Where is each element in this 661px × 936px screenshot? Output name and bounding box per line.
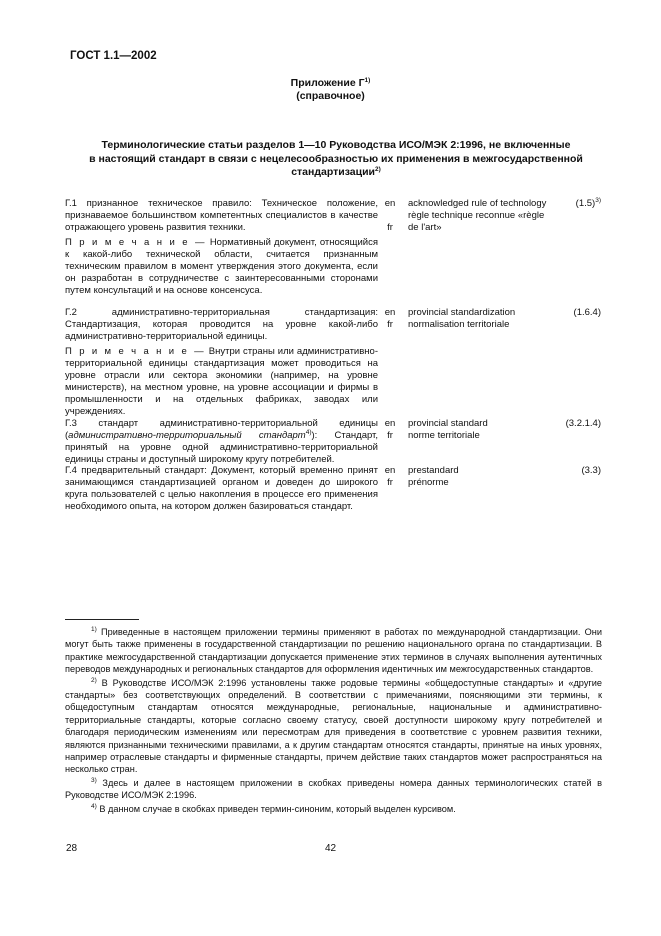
title-line: Терминологические статьи разделов 1—10 Руководства ИСО/МЭК 2:1996, не включенные <box>101 139 571 151</box>
footnote-1: $^{1)}$ Приведенные в настоящем приложении термины применяют в работах по международной стандартизации. Они могут быть также применены в государственной стандартизации по решению национального органа по стандартизации. В практике межгосударственной стандартизации допускается применение этих терминов в случаях выполнения аутентичных переводов международных и региональных стандартов для оформления идентичных им межгосударственных стандартов. <box>65 626 602 675</box>
english-equivalent: provincial standardization <box>408 307 516 318</box>
page-number-center: 42 <box>324 843 337 854</box>
document-title <box>70 139 602 180</box>
term-definition <box>65 465 378 513</box>
language-codes: en fr <box>384 465 396 488</box>
french-equivalent: norme territoriale <box>408 430 480 441</box>
term-text: Г.2 административно-территориальная стандартизация: Стандартизация, которая проводится на уровне какой-либо административно-территориальной единицы. <box>65 307 378 342</box>
foreign-equivalents <box>408 418 548 442</box>
source-reference: $(1.5)^{3)}$ <box>575 197 601 209</box>
title-line: в настоящий стандарт в связи с нецелесообразностью их применения в межгосударственной <box>89 152 583 165</box>
term-note: П р и м е ч а н и е — Нормативный документ, относящийся к какой-либо технической области, считается признанным техническим правилом в момент утверждения этого документа, если он разработан в сотрудничестве с заинтересованными сторонами путем консультаций и на основе консенсуса. <box>65 237 378 296</box>
term-note: П р и м е ч а н и е — Внутри страны или административно-территориальной единицы стандартизация может проводиться на уровне отрасли или сектора экономики (например, на уровне министерств), на местном уровне, на уровне ассоциации и фирмы в промышленности и на отдельных фабриках, заводах или учреждениях. <box>65 346 378 417</box>
document-code: ГОСТ 1.1—2002 <box>70 50 157 62</box>
footnote-4: $^{4)}$ В данном случае в скобках приведен термин-синоним, который выделен курсивом. <box>91 802 456 814</box>
french-equivalent: normalisation territoriale <box>408 319 510 330</box>
synonym-term: административно-территориальный стандарт <box>68 430 306 441</box>
page-number-left: 28 <box>66 843 78 854</box>
english-equivalent: acknowledged rule of technology <box>408 198 547 209</box>
appendix-subtitle: (справочное) <box>296 90 365 102</box>
title-line: стандартизации$^{2)}$ <box>291 166 381 178</box>
appendix-title: Приложение $Г^{1)}$ <box>290 77 371 89</box>
term-entry-g4 <box>65 465 601 527</box>
term-entry-g1 <box>65 198 601 304</box>
appendix-heading <box>0 77 661 103</box>
term-text: Г.3 стандарт административно-территориальной единицы (административно-территориальный стандарт$^{4)}$): Стандарт, принятый на уровне одной административно-территориальной единицы страны и доступный широкому кругу потребителей. <box>65 418 378 465</box>
term-definition <box>65 418 378 466</box>
source-reference: (1.6.4) <box>573 307 601 318</box>
footnote-3: $^{3)}$ Здесь и далее в настоящем приложении в скобках приведены номера данных терминологических статей в Руководстве ИСО/МЭК 2:1996. <box>65 776 602 801</box>
foreign-equivalents <box>408 198 548 234</box>
footnote-divider <box>65 619 139 620</box>
term-entry-g2 <box>65 307 601 417</box>
footnote-2: $^{2)}$ В Руководстве ИСО/МЭК 2:1996 установлены также родовые термины «общедоступные стандарты» и «другие стандарты» без соответствующих определений. В соответствии с примечаниями, поясняющими эти термины, к общедоступным стандартам относятся международные, региональные, национальные и административно-территориальные стандарты, которые согласно своему статусу, своей доступности широкому кругу потребителей и благодаря периодическим изменениям или пересмотрам для приведения в соответствие с уровнем развития техники, являются признанными техническими правилами, а к другим стандартам относятся стандарты, принятые на иных уровнях, например отраслевые стандарты и фирменные стандарты, причем действие таких стандартов может распространяться на несколько стран. <box>65 676 602 775</box>
term-text: Г.4 предварительный стандарт: Документ, который временно принят занимающимся стандартизацией органом и доведен до широкого круга пользователей с целью накопления в процессе его применения необходимого опыта, на котором должен базироваться стандарт. <box>65 465 378 512</box>
french-equivalent: prénorme <box>408 477 449 488</box>
english-equivalent: provincial standard <box>408 418 488 429</box>
term-entry-g3 <box>65 418 601 464</box>
language-codes: en fr <box>384 198 396 233</box>
english-equivalent: prestandard <box>408 465 459 476</box>
term-definition <box>65 307 378 418</box>
source-reference: (3.2.1.4) <box>565 418 601 429</box>
source-reference: (3.3) <box>581 465 601 476</box>
foreign-equivalents <box>408 465 548 489</box>
foreign-equivalents <box>408 307 548 331</box>
term-definition <box>65 198 378 297</box>
term-text: Г.1 признанное техническое правило: Техническое положение, признаваемое большинством компетентных специалистов в качестве отражающего уровень развития техники. <box>65 198 378 233</box>
language-codes: en fr <box>384 307 396 330</box>
language-codes: en fr <box>384 418 396 441</box>
footnotes <box>65 626 602 816</box>
french-equivalent: règle technique reconnue «règle de l'art» <box>408 210 545 233</box>
